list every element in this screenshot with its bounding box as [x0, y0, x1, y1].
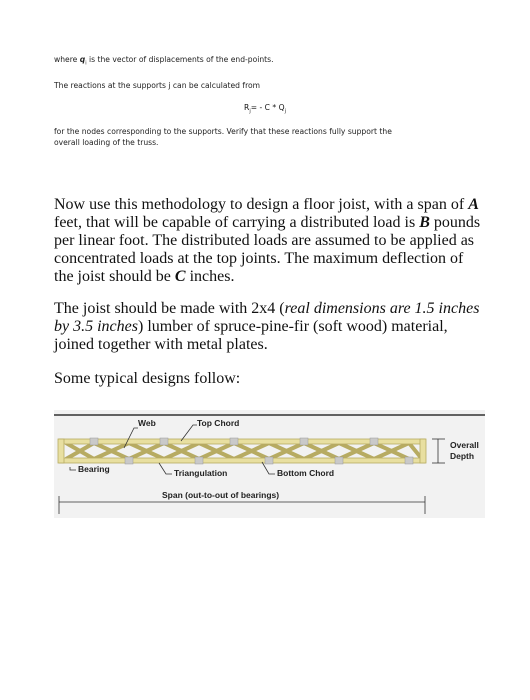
variable-b: B	[419, 214, 430, 231]
span-label: Span (out-to-out of bearings)	[162, 490, 280, 500]
formula-body: = - C * Q	[250, 103, 285, 112]
plate	[125, 457, 133, 464]
bottom-chord-label: Bottom Chord	[277, 468, 335, 478]
bottom-chord	[59, 458, 425, 463]
typical-designs-text: Some typical designs follow:	[54, 370, 241, 387]
supports-note	[54, 126, 392, 148]
note-text-end: is the vector of displacements of the end-points.	[86, 55, 274, 64]
bearing-leader	[70, 467, 76, 470]
plate	[335, 457, 343, 464]
variable-c: C	[174, 268, 186, 285]
triangulation-label: Triangulation	[174, 468, 228, 478]
lumber-dimensions: real dimensions are 1.5 inches by 3.5 inches	[54, 300, 480, 335]
plate	[195, 457, 203, 464]
plate	[160, 438, 168, 445]
plate	[265, 457, 273, 464]
plate	[90, 438, 98, 445]
variable-a: A	[468, 196, 479, 213]
plate	[370, 438, 378, 445]
plate	[230, 438, 238, 445]
bearing-label: Bearing	[78, 464, 110, 474]
floor-truss-figure	[54, 410, 485, 518]
reaction-formula	[0, 103, 530, 115]
overall-label: Overall	[450, 440, 479, 450]
displacement-vector-note	[54, 54, 274, 70]
formula-q-sub: j	[284, 108, 286, 115]
design-paragraph	[54, 196, 484, 286]
q-subscript: i	[85, 60, 87, 67]
top-chord-label: Top Chord	[197, 418, 240, 428]
depth-dimension	[432, 439, 445, 463]
depth-label: Depth	[450, 451, 475, 461]
reactions-text: The reactions at the supports j can be calculated from	[54, 81, 261, 90]
triangulation-leader	[159, 463, 172, 474]
end-vertical-right	[420, 439, 426, 463]
q-symbol: q	[79, 55, 86, 64]
design-text-4: inches.	[185, 268, 235, 285]
note-text: where	[54, 55, 80, 64]
web-label: Web	[138, 418, 156, 428]
reactions-intro	[54, 80, 260, 91]
plate	[405, 457, 413, 464]
truss-diagram	[54, 410, 485, 518]
design-text-3: pounds per linear foot. The distributed loads are assumed to be applied as concentrated loads at the top joints. The maximum deflection of the joist should be	[54, 214, 481, 285]
supports-note-line1: for the nodes corresponding to the supports. Verify that these reactions fully support the	[54, 127, 392, 136]
formula-r-sub: j	[249, 108, 251, 115]
design-text-2: feet, that will be capable of carrying a distributed load is	[54, 214, 420, 231]
web-members	[66, 443, 422, 459]
supports-note-line2: overall loading of the truss.	[54, 138, 159, 147]
end-vertical-left	[58, 439, 64, 463]
lumber-text-1: The joist should be made with 2x4 (	[54, 300, 285, 317]
typical-designs-heading	[54, 370, 484, 388]
formula-r: R	[244, 103, 250, 112]
plate	[300, 438, 308, 445]
lumber-paragraph	[54, 300, 484, 354]
lumber-text-2: ) lumber of spruce-pine-fir (soft wood) material, joined together with metal plates.	[54, 318, 448, 353]
design-text-1: Now use this methodology to design a floor joist, with a span of	[54, 196, 465, 213]
